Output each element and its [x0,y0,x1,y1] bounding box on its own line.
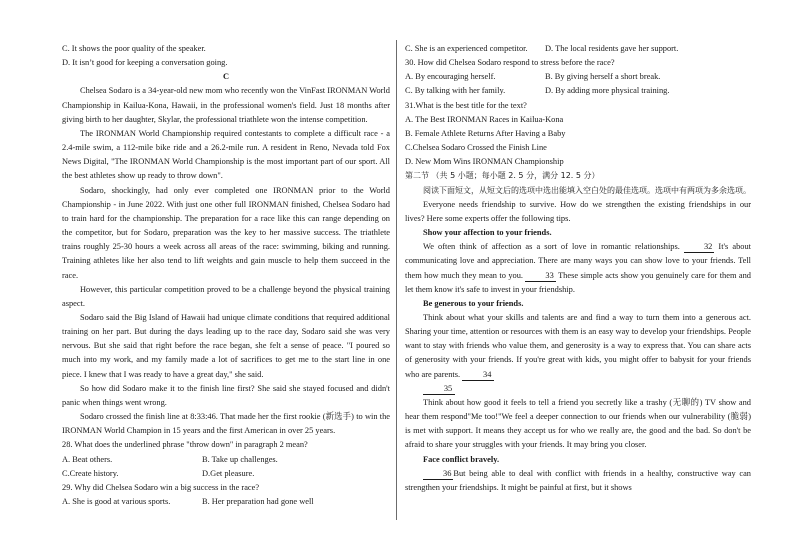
q29-options-row-1 [62,495,390,509]
left-column [62,42,390,509]
q27-option-d: D. It isn’t good for keeping a conversation going. [62,58,228,68]
q29-option-d: D. The local residents gave her support. [545,44,679,53]
q28-options-row-2 [62,467,390,481]
passage-c-paragraph-4: However, this particular competition proved to be a challenge beyond the physical training aspect. [62,284,390,308]
blank-32: 32 [684,241,714,253]
tip-1-text-c: These simple acts show you genuinely care for them and let them know it's safe to invest in your friendship. [405,270,751,294]
question-31: 31.What is the best title for the text? [405,100,527,110]
question-29: 29. Why did Chelsea Sodaro win a big success in the race? [62,482,260,492]
passage-c-paragraph-1: Chelsea Sodaro is a 34-year-old new mom who recently won the VinFast IRONMAN World Championship in Kailua-Kona, Hawaii, in the professional women's field. Just 18 months after giving birth to her daughter, Skylar, the professional triathlete won the intense competition. [62,86,390,124]
blank-35-line [405,382,751,396]
q28-options-row-1 [62,453,390,467]
blank-34: 34 [462,369,494,381]
q27-option-c: C. It shows the poor quality of the speaker. [62,44,206,53]
passage-intro: Everyone needs friendship to survive. How do we strengthen the existing friendships in our lives? Here some experts offer the following tips. [405,199,751,223]
passage-c-paragraph-2: The IRONMAN World Championship required contestants to complete a difficult race - a 2.4-mile swim, a 112-mile bike ride and a 26.2-mile run. A resident in Reno, Nevada told Fox News Digital, "The IRONMAN World Championship is the most important part of our sport. All the best athletes show up ready to throw down". [62,128,390,181]
q31-option-d: D. New Mom Wins IRONMAN Championship [405,157,564,167]
passage-c-paragraph-5: Sodaro said the Big Island of Hawaii had unique climate conditions that required additional training on her part. But during the days leading up to the race day, Sodaro said she was very nervous. But she said that right before the race began, she felt a sense of peace. "I poured so much into my work, and my family made a lot of sacrifices to get me to the start line in one piece. I knew that I was ready to have a great day," she said. [62,312,390,379]
q31-option-c: C.Chelsea Sodaro Crossed the Finish Line [405,143,547,153]
tip-2-text: Think about what your skills and talents are and find a way to turn them into a generous act. Sharing your time, attention or resources with them is an easy way to develop your friendships. People want to stay with friends who value them, and generosity is a way to express that. You can share acts of generosity with your friends. If you're great with kids, you might offer to babysit for your friends who are parents. [405,312,751,379]
q29-options-row-2 [405,42,751,56]
tip-1-text-b: It's about communicating love and appreciation. There are many ways you can show love to your friends. Tell them how much they mean to you. [405,242,752,280]
tip-paragraph-2 [405,311,751,382]
tip-heading-2: Be generous to your friends. [423,298,524,308]
q29-option-a: A. She is good at various sports. [62,497,171,506]
passage-c-paragraph-3: Sodaro, shockingly, had only ever completed one IRONMAN prior to the World Championship - in June 2022. With just one other full IRONMAN finished, Chelsea Sodaro had to train hard for the championship. The preparation for a race like this can range depending on the competitor, but for Sodaro, preparation was the key to her massive success. The triathlete trains roughly 25-30 hours a week across all areas of the race: swimming, biking and running. Training athletes like her also tend to lift weights and gain muscle to help them succeed in the race. [62,185,390,280]
tip-1-text-a: We often think of affection as a sort of love in romantic relationships. [423,242,680,252]
passage-letter: C [222,72,230,82]
tip-paragraph-1 [405,240,751,297]
q29-option-b: B. Her preparation had gone well [202,497,314,506]
q30-options-row-1 [405,70,751,84]
q31-option-b: B. Female Athlete Returns After Having a Baby [405,128,566,138]
q29-option-c: C. She is an experienced competitor. [405,44,528,53]
section-2-heading: 第二节 （共 5 小题；每小题 2. 5 分，满分 12. 5 分） [405,171,600,181]
q28-option-d: D.Get pleasure. [202,468,255,478]
tip-paragraph-4 [405,467,751,495]
blank-35: 35 [423,383,455,395]
tip-paragraph-3: Think about how good it feels to tell a friend you secretly like a trashy (无聊的) TV show and hear them respond"Me too!"We feel a deeper connection to our friends when our vulnerability (脆弱) is met with support. It means they accept us for who we really are, the good and the bad. So don't be afraid to share your struggles with your friends. It may bring you closer. [405,397,751,450]
q30-option-c: C. By talking with her family. [405,86,506,96]
column-divider [396,40,397,520]
q31-option-a: A. The Best IRONMAN Races in Kailua-Kona [405,114,564,124]
right-column [405,42,751,495]
section-2-instructions: 阅读下面短文，从短文后的选项中选出能填入空白处的最佳选项。选项中有两项为多余选项。 [423,185,751,195]
question-28: 28. What does the underlined phrase "throw down" in paragraph 2 mean? [62,440,308,450]
q30-option-d: D. By adding more physical training. [545,86,670,96]
passage-c-paragraph-7: Sodaro crossed the finish line at 8:33:46. That made her the first rookie (新选手) to win the IRONMAN World Champion in 15 years and the first American in over 25 years. [62,412,390,436]
q30-options-row-2 [405,84,751,98]
blank-36: 36 [423,468,453,480]
passage-c-paragraph-6: So how did Sodaro make it to the finish line first? She said she stayed focused and didn't panic when things went wrong. [62,383,390,407]
tip-heading-1: Show your affection to your friends. [423,228,552,238]
q28-option-b: B. Take up challenges. [202,454,278,464]
q30-option-b: B. By giving herself a short break. [545,72,661,82]
q28-option-a: A. Beat others. [62,454,113,464]
tip-4-text: But being able to deal with conflict with friends in a healthy, constructive way can strengthen your friendships. It might be painful at first, but it shows [405,468,751,492]
q30-option-a: A. By encouraging herself. [405,72,496,82]
q28-option-c: C.Create history. [62,468,119,478]
tip-heading-3: Face conflict bravely. [423,454,500,464]
question-30: 30. How did Chelsea Sodaro respond to stress before the race? [405,58,615,68]
blank-33: 33 [525,270,555,282]
